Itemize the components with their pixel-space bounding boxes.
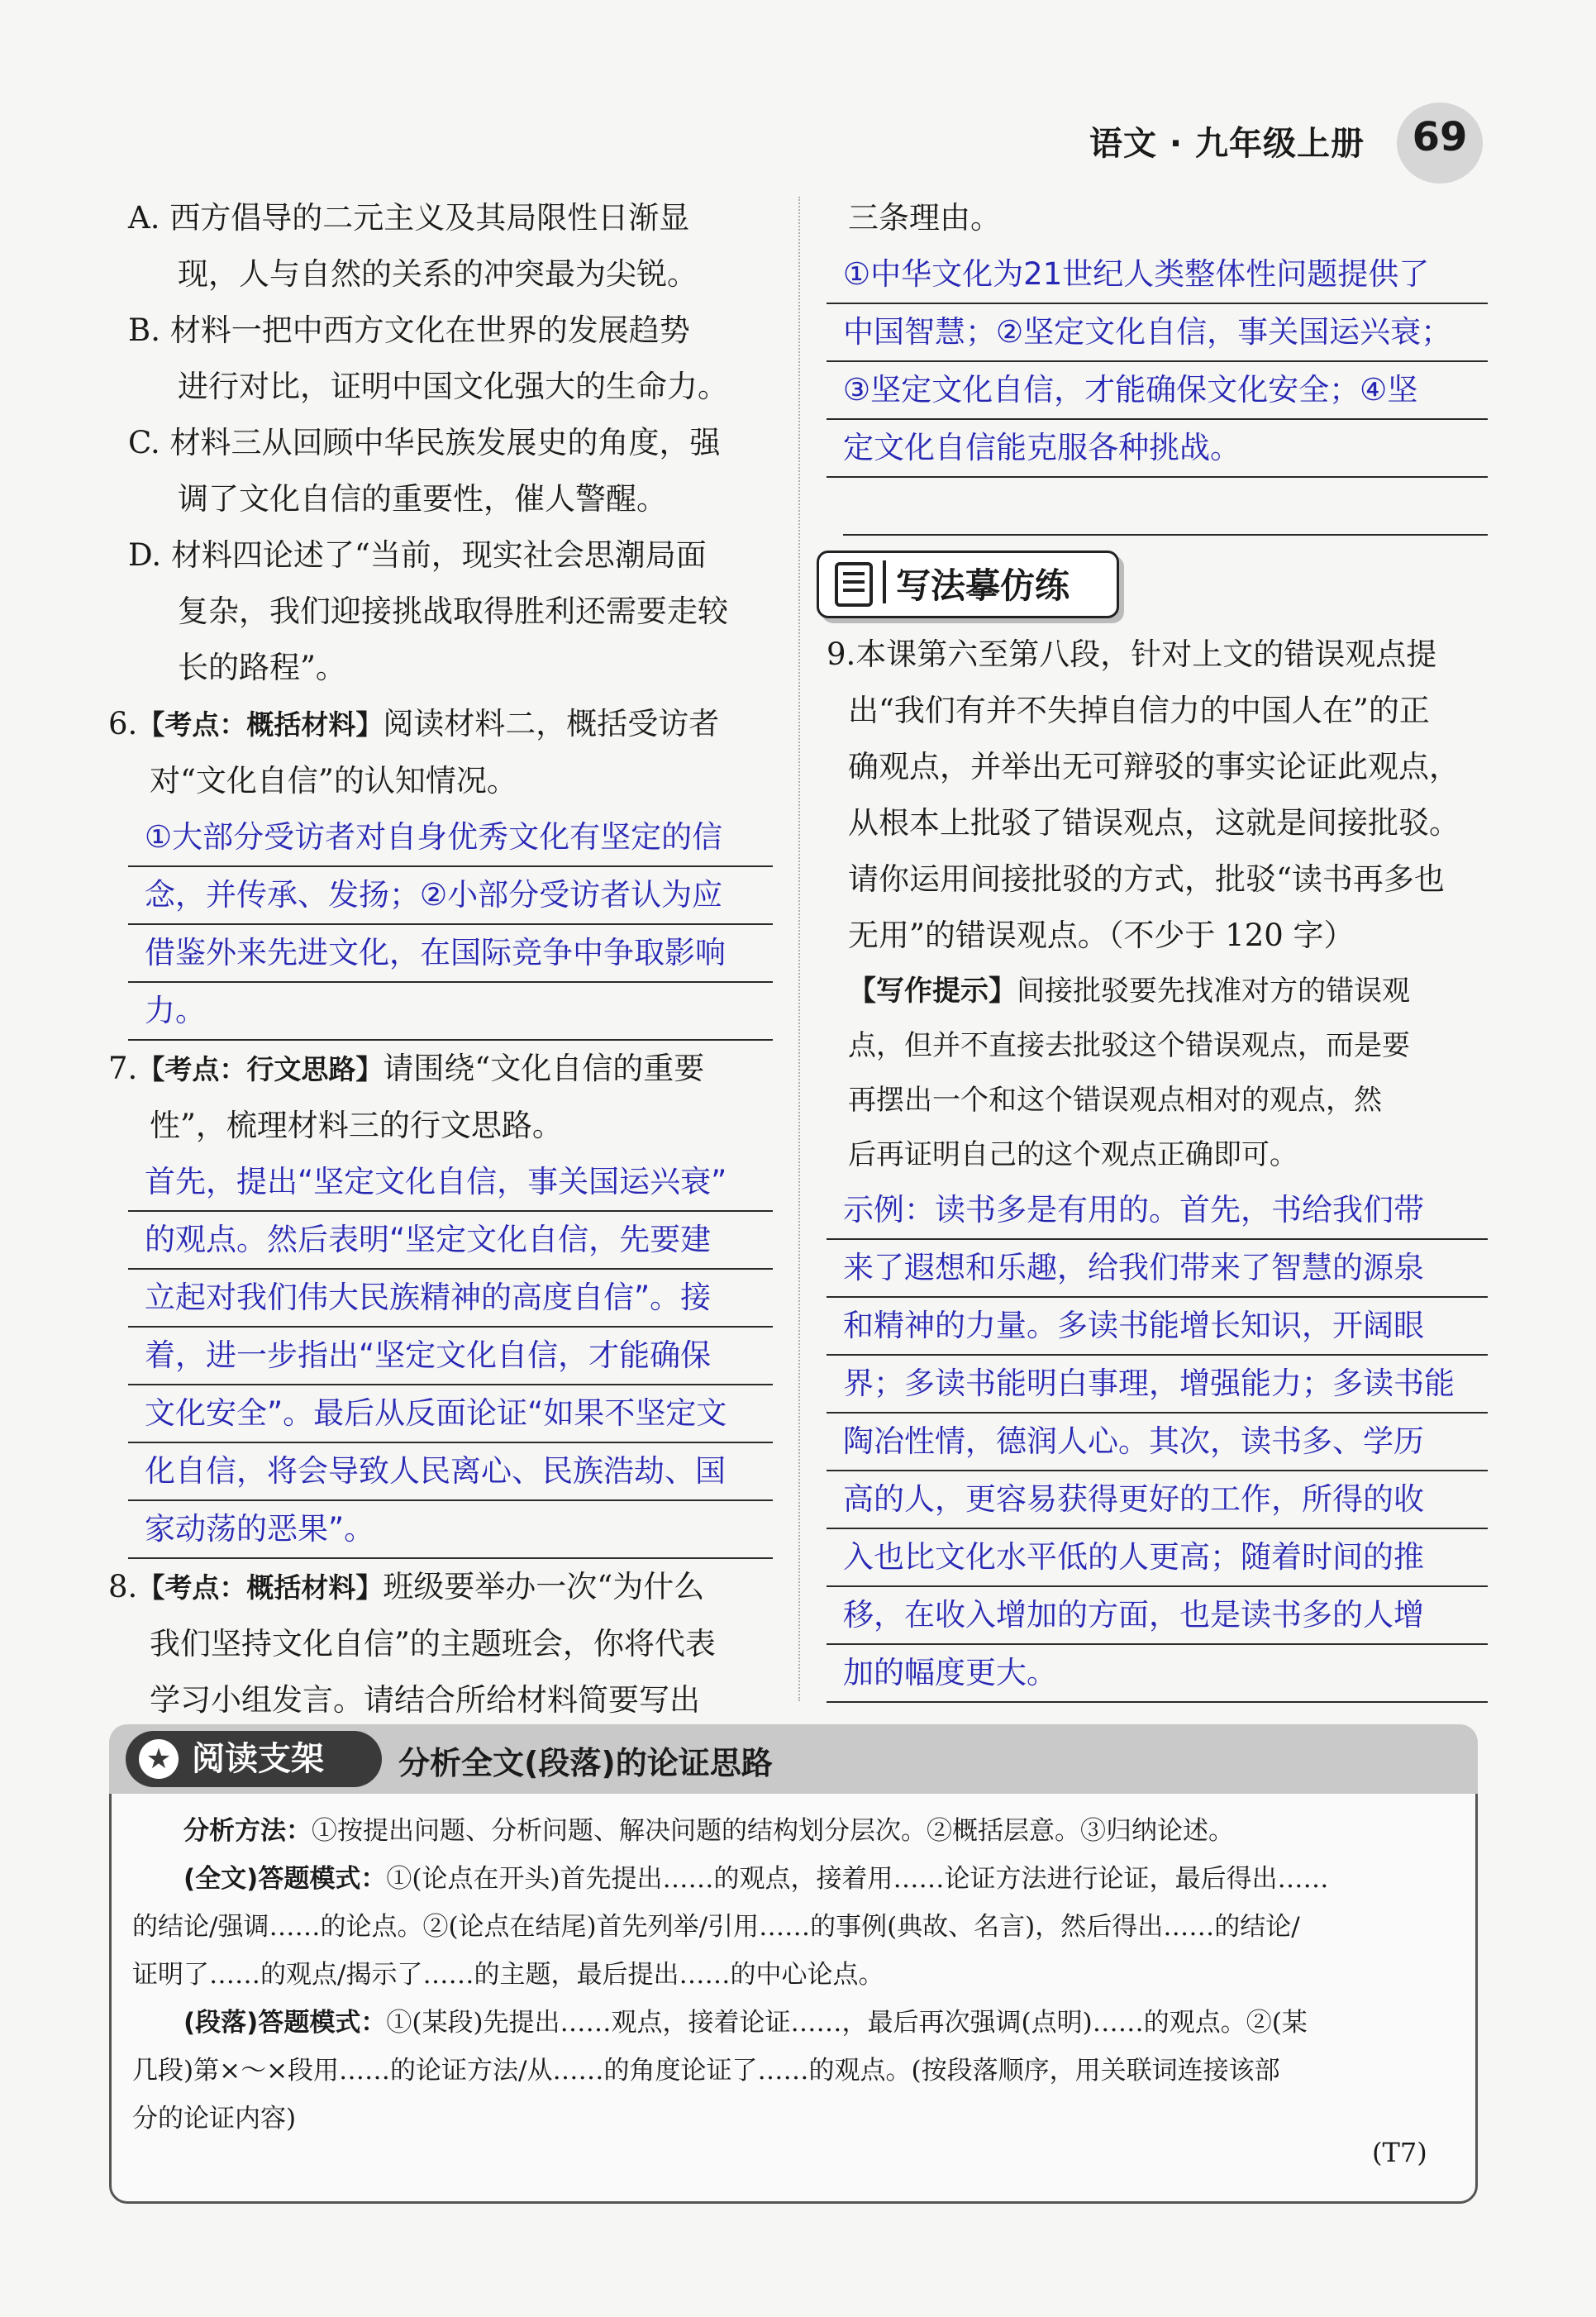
question-6 xyxy=(108,696,773,1041)
paragraph-text: ①(某段)先提出……观点，接着论证……，最后再次强调(点明)……的观点。②(某 xyxy=(386,2008,1308,2038)
method-line xyxy=(132,1807,1455,1855)
answer-line: 家动荡的恶果”。 xyxy=(128,1501,773,1559)
answer-line: 界；多读书能明白事理，增强能力；多读书能 xyxy=(827,1356,1488,1414)
stem-line: 对“文化自信”的认知情况。 xyxy=(150,763,517,799)
tip-title: 【写作提示】 xyxy=(848,975,1017,1008)
writing-tip xyxy=(827,964,1488,1018)
answer-line: 立起对我们伟大民族精神的高度自信”。接 xyxy=(128,1270,773,1328)
option-c xyxy=(128,415,773,527)
tip-line: 后再证明自己的这个观点正确即可。 xyxy=(848,1138,1298,1171)
method-text: ①按提出问题、分析问题、解决问题的结构划分层次。②概括层意。③归纳论述。 xyxy=(312,1816,1234,1846)
right-column xyxy=(827,190,1488,1703)
knowledge-tag: 【考点：概括材料】 xyxy=(137,708,384,741)
stem-text: 本课第六至第八段，针对上文的错误观点提 xyxy=(855,636,1437,672)
stem-line: 从根本上批驳了错误观点，这就是间接批驳。 xyxy=(848,805,1460,841)
question-8 xyxy=(108,1559,773,1728)
column-divider xyxy=(798,197,800,1701)
left-column xyxy=(108,190,773,1728)
stem-line: 我们坚持文化自信”的主题班会，你将代表 xyxy=(150,1626,716,1661)
section-separator xyxy=(883,560,886,603)
full-text-title: (全文)答题模式： xyxy=(183,1864,387,1894)
answer-line: 文化安全”。最后从反面论证“如果不坚定文 xyxy=(128,1385,773,1443)
question-number: 6. xyxy=(108,706,138,741)
option-line: 长的路程”。 xyxy=(178,650,346,685)
notebook-icon xyxy=(835,562,873,607)
answer-line: 中国智慧；②坚定文化自信，事关国运兴衰； xyxy=(827,304,1488,362)
answer-line: 来了遐想和乐趣，给我们带来了智慧的源泉 xyxy=(827,1240,1488,1298)
page-number: 69 xyxy=(1412,114,1468,160)
answer-line: 首先，提出“坚定文化自信，事关国运兴衰” xyxy=(128,1154,773,1212)
question-number: 7. xyxy=(108,1051,138,1086)
full-text-line: 证明了……的观点/揭示了……的主题，最后提出……的中心论点。 xyxy=(132,1960,884,1990)
question-number: 9. xyxy=(827,636,856,672)
option-line: 进行对比，证明中国文化强大的生命力。 xyxy=(178,369,728,404)
answer-line: ①大部分受访者对自身优秀文化有坚定的信 xyxy=(128,809,773,867)
scaffold-content xyxy=(132,1807,1455,2143)
book-title: 语文 · 九年级上册 xyxy=(1089,125,1365,163)
option-line: B. 材料一把中西方文化在世界的发展趋势 xyxy=(128,312,690,348)
option-line: 现，人与自然的关系的冲突最为尖锐。 xyxy=(178,256,698,292)
stem-line: 三条理由。 xyxy=(848,200,1001,236)
section-header xyxy=(817,551,1122,618)
answer-line: 定文化自信能克服各种挑战。 xyxy=(827,420,1488,478)
answer-line: 念，并传承、发扬；②小部分受访者认为应 xyxy=(128,867,773,925)
question-stem xyxy=(108,1041,773,1098)
question-9 xyxy=(827,627,1488,1703)
answer-line: 力。 xyxy=(128,983,773,1041)
question-stem xyxy=(108,696,773,753)
tip-line: 点，但并不直接去批驳这个错误观点，而是要 xyxy=(848,1029,1410,1062)
stem-line: 确观点，并举出无可辩驳的事实论证此观点， xyxy=(848,749,1460,784)
answer-line: 化自信，将会导致人民离心、民族浩劫、国 xyxy=(128,1443,773,1501)
scaffold-label: 阅读支架 xyxy=(192,1740,324,1778)
option-line: 调了文化自信的重要性，催人警醒。 xyxy=(178,481,667,517)
option-line: 复杂，我们迎接挑战取得胜利还需要走较 xyxy=(178,594,728,629)
answer-line: 入也比文化水平低的人更高；随着时间的推 xyxy=(827,1529,1488,1587)
paragraph-title: (段落)答题模式： xyxy=(183,2008,387,2038)
option-line: A. 西方倡导的二元主义及其局限性日渐显 xyxy=(128,200,690,236)
stem-line: 出“我们有并不失掉自信力的中国人在”的正 xyxy=(848,693,1430,728)
option-d xyxy=(128,527,773,696)
stem-line: 请你运用间接批驳的方式，批驳“读书再多也 xyxy=(848,861,1445,897)
scaffold-subtitle: 分析全文(段落)的论证思路 xyxy=(398,1745,773,1781)
stem-line: 无用”的错误观点。（不少于 120 字） xyxy=(848,918,1355,953)
option-a xyxy=(128,190,773,303)
answer-line: 和精神的力量。多读书能增长知识，开阔眼 xyxy=(827,1298,1488,1356)
question-stem xyxy=(108,1559,773,1616)
paragraph-line xyxy=(132,1999,1455,2047)
answer-line: 加的幅度更大。 xyxy=(827,1645,1488,1703)
answer-line: 陶冶性情，德润人心。其次，读书多、学历 xyxy=(827,1414,1488,1471)
tip-line: 再摆出一个和这个错误观点相对的观点，然 xyxy=(848,1084,1382,1117)
answer-line: 移，在收入增加的方面，也是读书多的人增 xyxy=(827,1587,1488,1645)
full-text-line: 的结论/强调……的论点。②(论点在结尾)首先列举/引用……的事例(典故、名言)，然后得出……的结论/ xyxy=(132,1912,1300,1942)
paragraph-line: 分的论证内容) xyxy=(132,2104,297,2133)
knowledge-tag: 【考点：行文思路】 xyxy=(137,1053,384,1085)
reading-scaffold-header xyxy=(109,1724,1478,1794)
stem-line: 性”，梳理材料三的行文思路。 xyxy=(150,1108,563,1143)
page-code: (T7) xyxy=(1372,2137,1427,2168)
answer-line: 的观点。然后表明“坚定文化自信，先要建 xyxy=(128,1212,773,1270)
question-number: 8. xyxy=(108,1569,138,1604)
section-title: 写法摹仿练 xyxy=(896,565,1070,606)
answer-blank-line xyxy=(843,478,1488,536)
answer-line: 高的人，更容易获得更好的工作，所得的收 xyxy=(827,1471,1488,1529)
knowledge-tag: 【考点：概括材料】 xyxy=(137,1571,384,1604)
stem-line: 学习小组发言。请结合所给材料简要写出 xyxy=(150,1682,700,1718)
option-b xyxy=(128,303,773,415)
full-text-line xyxy=(132,1855,1455,1903)
star-icon: ★ xyxy=(139,1739,179,1779)
answer-line: ③坚定文化自信，才能确保文化安全；④坚 xyxy=(827,362,1488,420)
answer-line: ①中华文化为21世纪人类整体性问题提供了 xyxy=(827,246,1488,304)
answer-line: 借鉴外来先进文化，在国际竞争中争取影响 xyxy=(128,925,773,983)
tip-text: 间接批驳要先找准对方的错误观 xyxy=(1017,975,1410,1008)
answer-line: 示例：读书多是有用的。首先，书给我们带 xyxy=(827,1182,1488,1240)
option-line: C. 材料三从回顾中华民族发展史的角度，强 xyxy=(128,425,721,460)
option-line: D. 材料四论述了“当前，现实社会思潮局面 xyxy=(128,537,707,573)
stem-text: 班级要举办一次“为什么 xyxy=(383,1569,705,1604)
full-text-text: ①(论点在开头)首先提出……的观点，接着用……论证方法进行论证，最后得出…… xyxy=(386,1864,1329,1894)
method-title: 分析方法： xyxy=(183,1816,312,1846)
question-7 xyxy=(108,1041,773,1559)
answer-line: 着，进一步指出“坚定文化自信，才能确保 xyxy=(128,1328,773,1385)
stem-text: 阅读材料二，概括受访者 xyxy=(383,706,720,741)
paragraph-line: 几段)第×～×段用……的论证方法/从……的角度论证了……的观点。(按段落顺序，用关联词连接该部 xyxy=(132,2056,1280,2086)
stem-text: 请围绕“文化自信的重要 xyxy=(383,1051,705,1086)
question-stem xyxy=(827,627,1488,683)
